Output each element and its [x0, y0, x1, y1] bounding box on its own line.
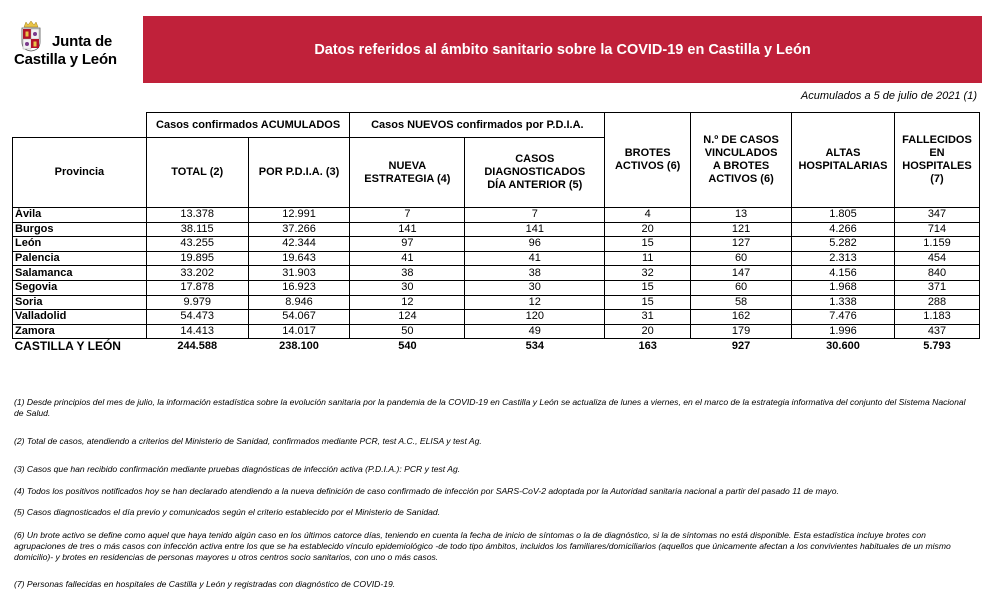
table-cell: 19.895	[146, 251, 248, 266]
note-5: (5) Casos diagnosticados el día previo y comunicados según el criterio establecido por el Ministerio de Sanidad.	[14, 507, 441, 517]
table-cell: 15	[605, 280, 691, 295]
junta-logo	[12, 16, 142, 86]
table-cell: 96	[465, 237, 605, 252]
table-cell: 30	[350, 280, 465, 295]
table-cell: 2.313	[792, 251, 895, 266]
province-name: Ávila	[13, 208, 147, 223]
table-cell: 16.923	[248, 280, 350, 295]
table-cell: 7	[350, 208, 465, 223]
table-cell: 41	[465, 251, 605, 266]
table-cell: 347	[894, 208, 979, 223]
table-cell: 13.378	[146, 208, 248, 223]
col-fallecidos: FALLECIDOS EN HOSPITALES (7)	[894, 113, 979, 208]
table-cell: 20	[605, 324, 691, 339]
table-cell: 49	[465, 324, 605, 339]
table-cell: 9.979	[146, 295, 248, 310]
province-name: Zamora	[13, 324, 147, 339]
covid-data-table	[12, 112, 980, 353]
table-cell: 33.202	[146, 266, 248, 281]
logo-line-2: Castilla y León	[14, 51, 117, 68]
table-cell: 20	[605, 222, 691, 237]
table-cell: 42.344	[248, 237, 350, 252]
table-cell: 437	[894, 324, 979, 339]
group-header-nuevos: Casos NUEVOS confirmados por P.D.I.A.	[350, 113, 605, 138]
province-name: Soria	[13, 295, 147, 310]
note-2: (2) Total de casos, atendiendo a criterios del Ministerio de Sanidad, confirmados mediante PCR, test A.C., ELISA y test Ag.	[14, 436, 482, 446]
total-cell: 244.588	[146, 339, 248, 354]
table-cell: 30	[465, 280, 605, 295]
total-cell: 238.100	[248, 339, 350, 354]
province-name: Salamanca	[13, 266, 147, 281]
table-cell: 141	[465, 222, 605, 237]
table-cell: 7.476	[792, 310, 895, 325]
table-cell: 58	[691, 295, 792, 310]
total-row	[13, 339, 980, 354]
total-cell: 534	[465, 339, 605, 354]
table-cell: 38	[350, 266, 465, 281]
note-4: (4) Todos los positivos notificados hoy se han declarado atendiendo a la nueva definición de caso confirmado de infección por SARS-CoV-2 adoptada por la Autoridad sanitaria nacional a partir del pasado 11 de mayo.	[14, 486, 839, 496]
table-cell: 1.338	[792, 295, 895, 310]
table-cell: 1.159	[894, 237, 979, 252]
col-provincia: Provincia	[13, 138, 147, 208]
table-cell: 124	[350, 310, 465, 325]
province-name: Burgos	[13, 222, 147, 237]
col-altas: ALTAS HOSPITALARIAS	[792, 113, 895, 208]
table-cell: 32	[605, 266, 691, 281]
table-cell: 8.946	[248, 295, 350, 310]
table-cell: 1.996	[792, 324, 895, 339]
table-row	[13, 310, 980, 325]
province-name: Valladolid	[13, 310, 147, 325]
table-cell: 31.903	[248, 266, 350, 281]
table-cell: 121	[691, 222, 792, 237]
table-row	[13, 295, 980, 310]
col-nueva-estrategia: NUEVA ESTRATEGIA (4)	[350, 138, 465, 208]
province-name: Palencia	[13, 251, 147, 266]
total-cell: 163	[605, 339, 691, 354]
table-cell: 127	[691, 237, 792, 252]
table-row	[13, 324, 980, 339]
total-cell: 30.600	[792, 339, 895, 354]
province-name: León	[13, 237, 147, 252]
table-cell: 288	[894, 295, 979, 310]
table-cell: 141	[350, 222, 465, 237]
title-banner	[143, 16, 982, 83]
table-cell: 17.878	[146, 280, 248, 295]
table-cell: 13	[691, 208, 792, 223]
table-cell: 120	[465, 310, 605, 325]
logo-line-1: Junta de	[52, 33, 113, 50]
table-cell: 179	[691, 324, 792, 339]
table-cell: 11	[605, 251, 691, 266]
table-cell: 31	[605, 310, 691, 325]
table-cell: 840	[894, 266, 979, 281]
table-row	[13, 266, 980, 281]
note-3: (3) Casos que han recibido confirmación mediante pruebas diagnósticas de infección activa (P.D.I.A.): PCR y test Ag.	[14, 464, 461, 474]
group-header-acumulados: Casos confirmados ACUMULADOS	[146, 113, 350, 138]
table-cell: 97	[350, 237, 465, 252]
table-cell: 7	[465, 208, 605, 223]
table-cell: 50	[350, 324, 465, 339]
note-1: (1) Desde principios del mes de julio, la información estadística sobre la evolución sanitaria por la pandemia de la COVID-19 en Castilla y León se actualiza de lunes a viernes, en el marco de la estrategia informativa del conjunto del Sistema Nacional de Salud.	[14, 397, 966, 418]
table-row	[13, 237, 980, 252]
table-cell: 12.991	[248, 208, 350, 223]
table-cell: 43.255	[146, 237, 248, 252]
table-cell: 1.968	[792, 280, 895, 295]
total-cell: 540	[350, 339, 465, 354]
col-pdia: POR P.D.I.A. (3)	[248, 138, 350, 208]
table-cell: 371	[894, 280, 979, 295]
note-7: (7) Personas fallecidas en hospitales de Castilla y León y registradas con diagnóstico de COVID-19.	[14, 579, 396, 589]
table-cell: 41	[350, 251, 465, 266]
table-cell: 4	[605, 208, 691, 223]
note-6: (6) Un brote activo se define como aquel que haya tenido algún caso en los últimos catorce días, teniendo en cuenta la fecha de inicio de síntomas o la de diagnóstico, si la de síntomas no está disponible. Esta estadística incluye brotes con agrupaciones de tres o más casos con infección activa entre los que se ha establecido vínculo epidemiológico -de todo tipo ámbitos, incluidos los familiares/domiciliarios (aquellos que únicamente afectan a los convivientes habituales de un mismo domicilio)- y brotes en residencias de personas mayores u otros centros socio sanitarios, con uno o más casos.	[14, 530, 951, 562]
total-cell: 5.793	[894, 339, 979, 354]
table-row	[13, 280, 980, 295]
table-cell: 60	[691, 251, 792, 266]
table-row	[13, 208, 980, 223]
table-cell: 162	[691, 310, 792, 325]
table-cell: 147	[691, 266, 792, 281]
col-diagnosticados: CASOS DIAGNOSTICADOS DÍA ANTERIOR (5)	[465, 138, 605, 208]
table-cell: 14.413	[146, 324, 248, 339]
table-cell: 14.017	[248, 324, 350, 339]
total-cell: 927	[691, 339, 792, 354]
table-cell: 54.067	[248, 310, 350, 325]
accumulated-date: Acumulados a 5 de julio de 2021 (1)	[800, 90, 977, 102]
col-vinculados: N.º DE CASOS VINCULADOS A BROTES ACTIVOS (6)	[691, 113, 792, 208]
table-cell: 12	[350, 295, 465, 310]
table-row	[13, 222, 980, 237]
table-cell: 1.805	[792, 208, 895, 223]
total-label: CASTILLA Y LEÓN	[13, 339, 147, 354]
table-cell: 5.282	[792, 237, 895, 252]
table-cell: 60	[691, 280, 792, 295]
page-title: Datos referidos al ámbito sanitario sobre la COVID-19 en Castilla y León	[314, 41, 811, 58]
province-name: Segovia	[13, 280, 147, 295]
table-cell: 38.115	[146, 222, 248, 237]
table-cell: 15	[605, 295, 691, 310]
table-cell: 4.156	[792, 266, 895, 281]
table-cell: 54.473	[146, 310, 248, 325]
table-row	[13, 251, 980, 266]
col-total: TOTAL (2)	[146, 138, 248, 208]
table-cell: 454	[894, 251, 979, 266]
table-cell: 38	[465, 266, 605, 281]
table-cell: 15	[605, 237, 691, 252]
table-cell: 37.266	[248, 222, 350, 237]
table-cell: 12	[465, 295, 605, 310]
table-cell: 19.643	[248, 251, 350, 266]
col-brotes: BROTES ACTIVOS (6)	[605, 113, 691, 208]
table-cell: 1.183	[894, 310, 979, 325]
table-cell: 4.266	[792, 222, 895, 237]
table-cell: 714	[894, 222, 979, 237]
